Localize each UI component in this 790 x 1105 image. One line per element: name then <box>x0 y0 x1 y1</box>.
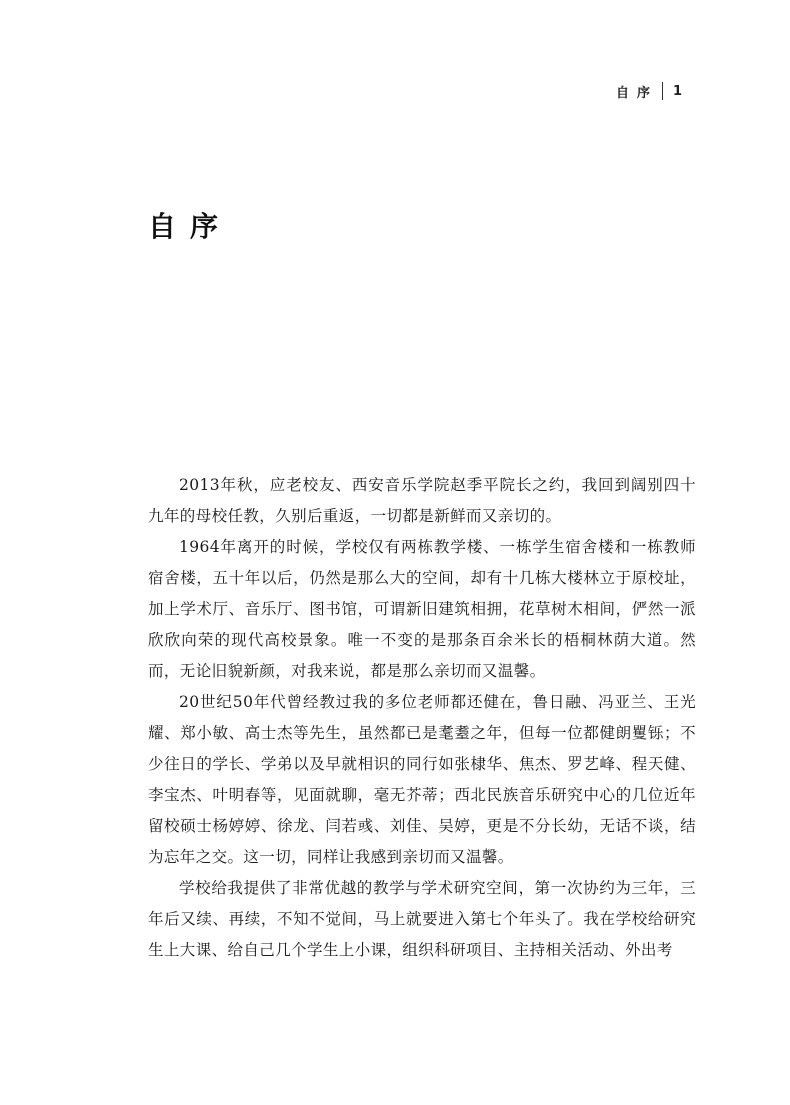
paragraph-2: 1964年离开的时候，学校仅有两栋教学楼、一栋学生宿舍楼和一栋教师宿舍楼，五十年以后，仍然是那么大的空间，却有十几栋大楼林立于原校址，加上学术厅、音乐厅、图书馆，可谓新旧建筑相拥，花草树木相间，俨然一派欣欣向荣的现代高校景象。唯一不变的是那条百余米长的梧桐林荫大道。然而，无论旧貌新颜，对我来说，都是那么亲切而又温馨。 <box>148 538 696 680</box>
paragraph-3: 20世纪50年代曾经教过我的多位老师都还健在，鲁日融、冯亚兰、王光耀、郑小敏、高士杰等先生，虽然都已是耄耋之年，但每一位都健朗矍铄；不少往日的学长、学弟以及早就相识的同行如张棣华、焦杰、罗艺峰、程天健、李宝杰、叶明春等，见面就聊，毫无芥蒂；西北民族音乐研究中心的几位近年留校硕士杨婷婷、徐龙、闫若彧、刘佳、吴婷，更是不分长幼，无话不谈，结为忘年之交。这一切，同样让我感到亲切而又温馨。 <box>148 693 696 866</box>
page-number: 1 <box>672 83 682 99</box>
chapter-title: 自序 <box>148 210 233 243</box>
header-divider <box>662 82 663 100</box>
paragraph-4: 学校给我提供了非常优越的教学与学术研究空间，第一次协约为三年，三年后又续、再续，不知不觉间，马上就要进入第七个年头了。我在学校给研究生上大课、给自己几个学生上小课，组织科研项目、主持相关活动、外出考 <box>148 879 696 959</box>
body-text <box>148 470 696 966</box>
running-header-title: 自序 <box>615 85 658 101</box>
running-header <box>616 80 682 102</box>
paragraph-1: 2013年秋，应老校友、西安音乐学院赵季平院长之约，我回到阔别四十九年的母校任教，久别后重返，一切都是新鲜而又亲切的。 <box>148 476 696 525</box>
